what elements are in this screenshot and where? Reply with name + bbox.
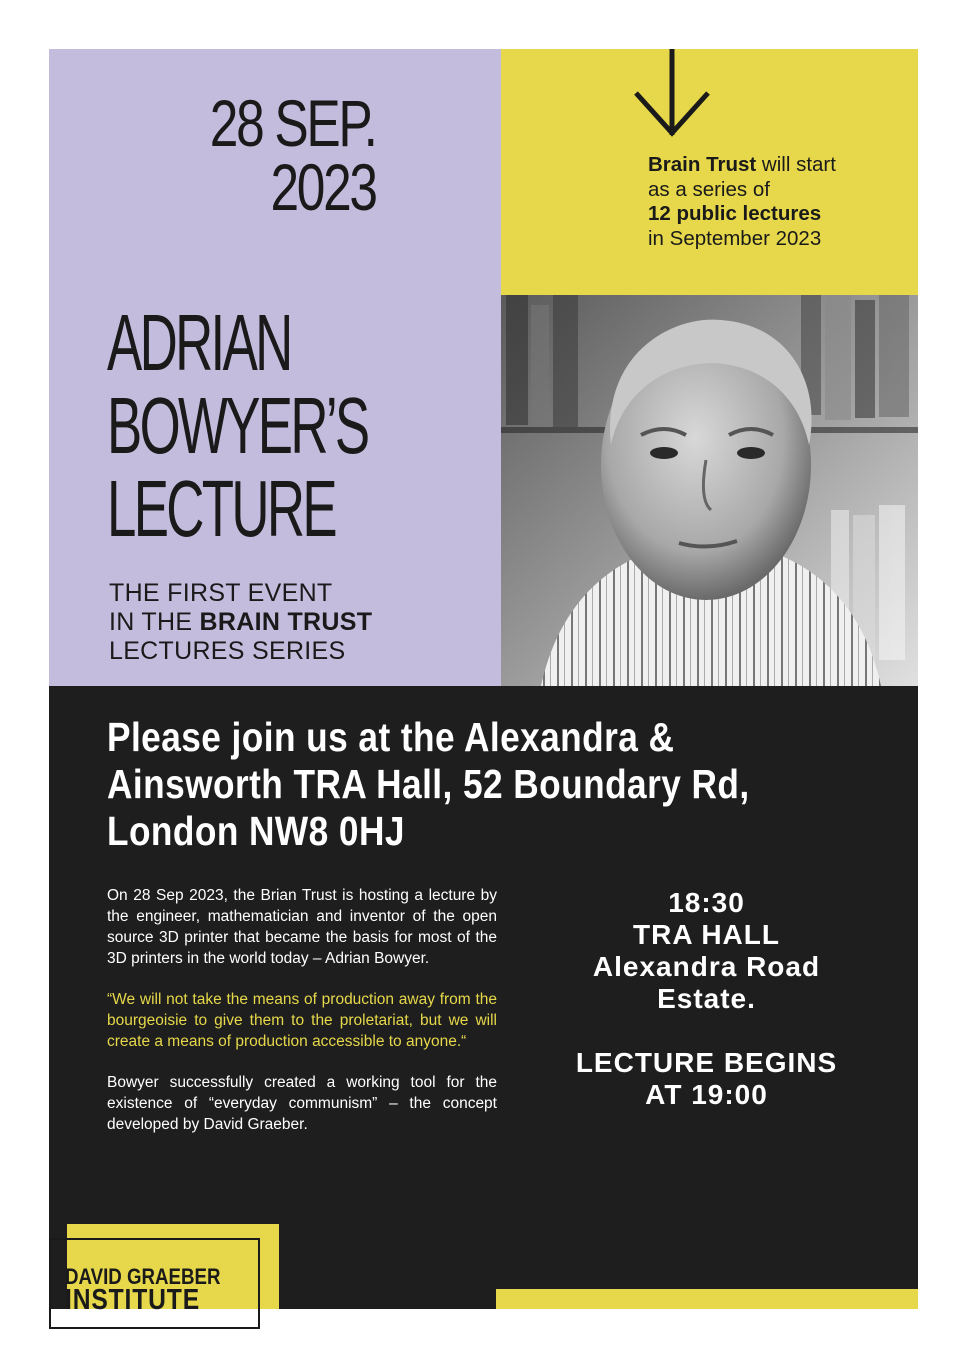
subtitle-line-3: LECTURES SERIES — [109, 637, 346, 665]
description-paragraph: On 28 Sep 2023, the Brian Trust is hosting a lecture by the engineer, mathematician and inventor of the open source 3D printer that became the basis for most of the 3D printers in the world today – Adrian Bowyer. — [107, 887, 497, 967]
intro-line-1: will start — [756, 153, 836, 176]
venue-line-2: Ainsworth TRA Hall, 52 Boundary Rd, — [107, 761, 750, 807]
location-line-3: Estate. — [657, 983, 756, 1014]
lecture-start-line-1: LECTURE BEGINS — [575, 1047, 838, 1078]
title-panel — [49, 49, 501, 686]
speaker-photo — [501, 295, 918, 686]
arrow-down-icon — [632, 49, 712, 139]
intro-line-2: as a series of — [648, 177, 770, 201]
details-panel — [49, 686, 918, 1309]
title-line-3: LECTURE — [107, 464, 335, 553]
subtitle-line-2 — [109, 608, 372, 637]
schedule-info — [529, 887, 884, 1111]
subtitle-line-2-prefix: IN THE — [109, 608, 200, 636]
lecture-title — [107, 298, 368, 553]
venue-line-1: Please join us at the Alexandra & — [107, 714, 675, 760]
series-subtitle — [109, 579, 372, 666]
location-line-2: Alexandra Road — [592, 951, 821, 982]
subtitle-series-name: BRAIN TRUST — [199, 608, 373, 636]
portrait-image — [501, 295, 918, 686]
lecture-start-line-2: AT 19:00 — [645, 1079, 768, 1110]
logo-line-2: INSTITUTE — [65, 1284, 201, 1316]
title-line-1: ADRIAN — [107, 298, 291, 387]
subtitle-line-1: THE FIRST EVENT — [109, 579, 333, 607]
logo-line-1: DAVID GRAEBER — [65, 1264, 221, 1289]
description-conclusion: Bowyer successfully created a working tool for the existence of “everyday communism” – the concept developed by David Graeber. — [107, 1074, 497, 1133]
institute-logo — [65, 1264, 248, 1316]
yellow-accent-strip — [496, 1289, 918, 1309]
intro-panel — [501, 49, 918, 295]
speaker-quote: “We will not take the means of production away from the bourgeoisie to give them to the proletariat, but we will create a means of production accessible to anyone.“ — [107, 991, 497, 1050]
intro-line-4: in September 2023 — [648, 226, 822, 250]
venue-line-3: London NW8 0HJ — [107, 808, 405, 854]
intro-lecture-count: 12 public lectures — [648, 202, 822, 225]
title-line-2: BOWYER’S — [107, 381, 368, 470]
event-date — [210, 86, 376, 224]
event-description — [107, 885, 497, 1155]
date-year: 2023 — [270, 150, 376, 224]
date-day-month: 28 SEP. — [210, 86, 376, 160]
intro-brand: Brain Trust — [648, 153, 757, 176]
start-time: 18:30 — [668, 887, 745, 918]
venue-address — [107, 714, 750, 855]
location-line-1: TRA HALL — [633, 919, 780, 950]
poster — [49, 49, 918, 1316]
intro-text — [648, 153, 836, 251]
